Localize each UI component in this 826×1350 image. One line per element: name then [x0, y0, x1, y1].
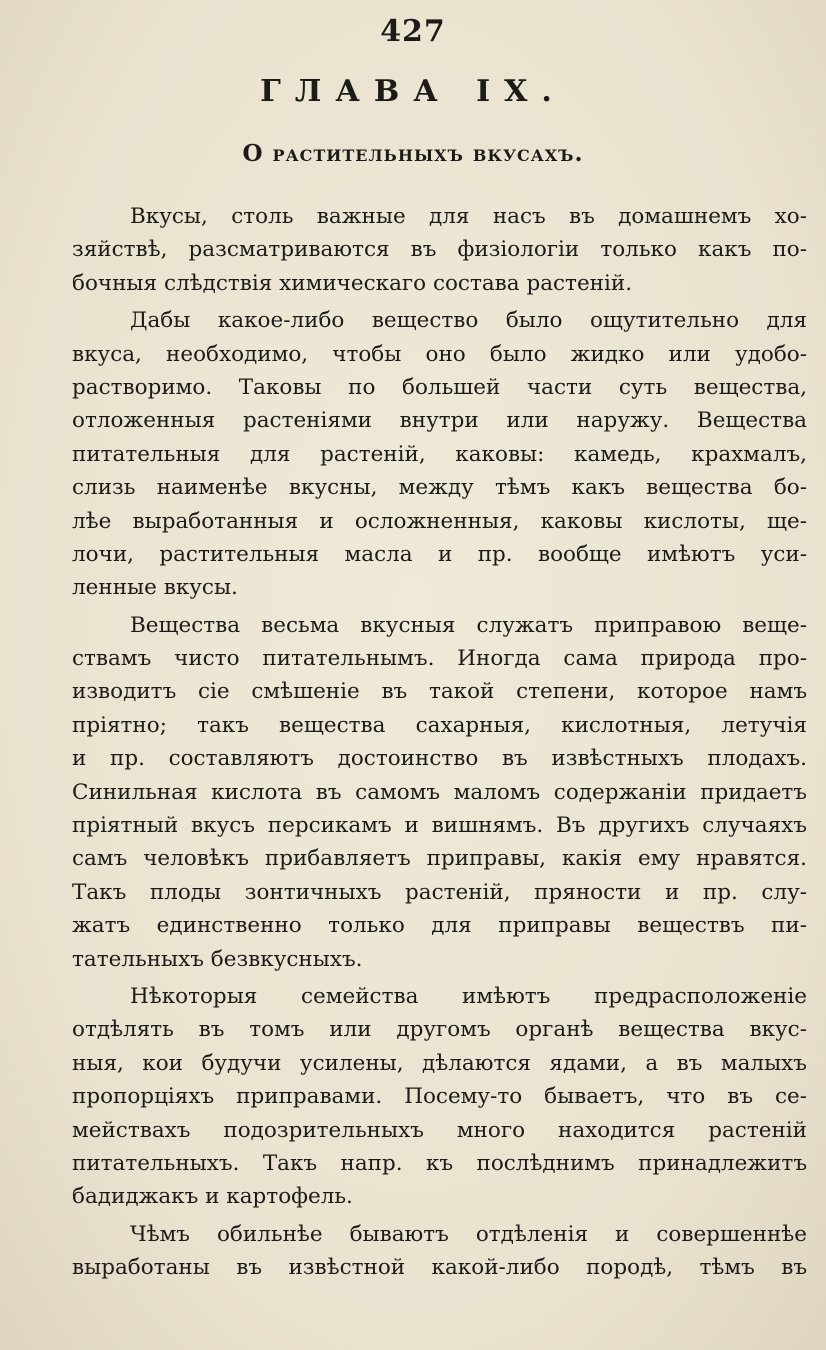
text-line: прiятно; такъ вещества сахарныя, кислотныя, летучiя — [72, 712, 807, 738]
text-line: изводитъ сiе смѣшенiе въ такой степени, которое намъ — [72, 679, 807, 705]
text-line: Чѣмъ обильнѣе бываютъ отдѣленiя и совершеннѣе — [130, 1221, 807, 1247]
text-line: лѣе выработанныя и осложненныя, каковы кислоты, ще- — [72, 508, 807, 534]
text-line: мействахъ подозрительныхъ много находится растенiй — [72, 1117, 807, 1143]
text-line: Синильная кислота въ самомъ маломъ содержанiи придаетъ — [72, 779, 807, 805]
text-line: слизь наименѣе вкусны, между тѣмъ какъ вещества бо- — [72, 475, 807, 501]
text-line: самъ человѣкъ прибавляетъ приправы, какiя ему нравятся. — [72, 846, 807, 872]
text-line: питательныя для растенiй, каковы: камедь, крахмалъ, — [72, 441, 807, 467]
body-text — [72, 200, 807, 1285]
text-line: Дабы какое-либо вещество было ощутительно для — [130, 308, 807, 334]
text-line: и пр. составляютъ достоинство въ извѣстныхъ плодахъ. — [72, 746, 807, 772]
text-line: бочныя слѣдствiя химическаго состава растенiй. — [72, 270, 633, 296]
text-line: прiятный вкусъ персикамъ и вишнямъ. Въ другихъ случаяхъ — [72, 813, 807, 839]
chapter-title: ГЛАВА IX. — [260, 74, 566, 109]
text-line: выработаны въ извѣстной какой-либо породѣ, тѣмъ въ — [72, 1255, 807, 1281]
text-line: ныя, кои будучи усилены, дѣлаются ядами, а въ малыхъ — [72, 1050, 807, 1076]
text-line: Вещества весьма вкусныя служатъ приправою веще- — [130, 612, 807, 638]
text-line: отложенныя растенiями внутри или наружу. Вещества — [72, 408, 807, 434]
text-line: растворимо. Таковы по большей части суть вещества, — [72, 374, 807, 400]
text-line: жатъ единственно только для приправы веществъ пи- — [72, 913, 807, 939]
text-line: отдѣлять въ томъ или другомъ органѣ вещества вкус- — [72, 1017, 807, 1043]
text-line: питательныхъ. Такъ напр. къ послѣднимъ принадлежитъ — [72, 1150, 807, 1176]
text-line: лочи, растительныя масла и пр. вообще имѣютъ уси- — [72, 541, 807, 567]
text-line: Вкусы, столь важные для насъ въ домашнемъ хо- — [130, 204, 807, 229]
text-line: Такъ плоды зонтичныхъ растенiй, пряности и пр. слу- — [72, 879, 807, 905]
text-line: Нѣкоторыя семейства имѣютъ предрасположенiе — [130, 983, 807, 1009]
text-line: пропорцiяхъ приправами. Посему-то бываетъ, что въ се- — [72, 1084, 807, 1110]
text-line: бадиджакъ и картофель. — [72, 1184, 353, 1210]
text-line: зяйствѣ, разсматриваются въ физiологiи только какъ по- — [72, 237, 807, 263]
text-line: тательныхъ безвкусныхъ. — [72, 946, 363, 972]
text-line: ствамъ чисто питательнымъ. Иногда сама природа про- — [72, 646, 807, 672]
text-line: вкуса, необходимо, чтобы оно было жидко или удобо- — [72, 341, 807, 367]
text-line: ленные вкусы. — [72, 575, 238, 601]
page-number: 427 — [380, 14, 446, 49]
section-title: О растительныхъ вкусахъ. — [242, 140, 584, 167]
